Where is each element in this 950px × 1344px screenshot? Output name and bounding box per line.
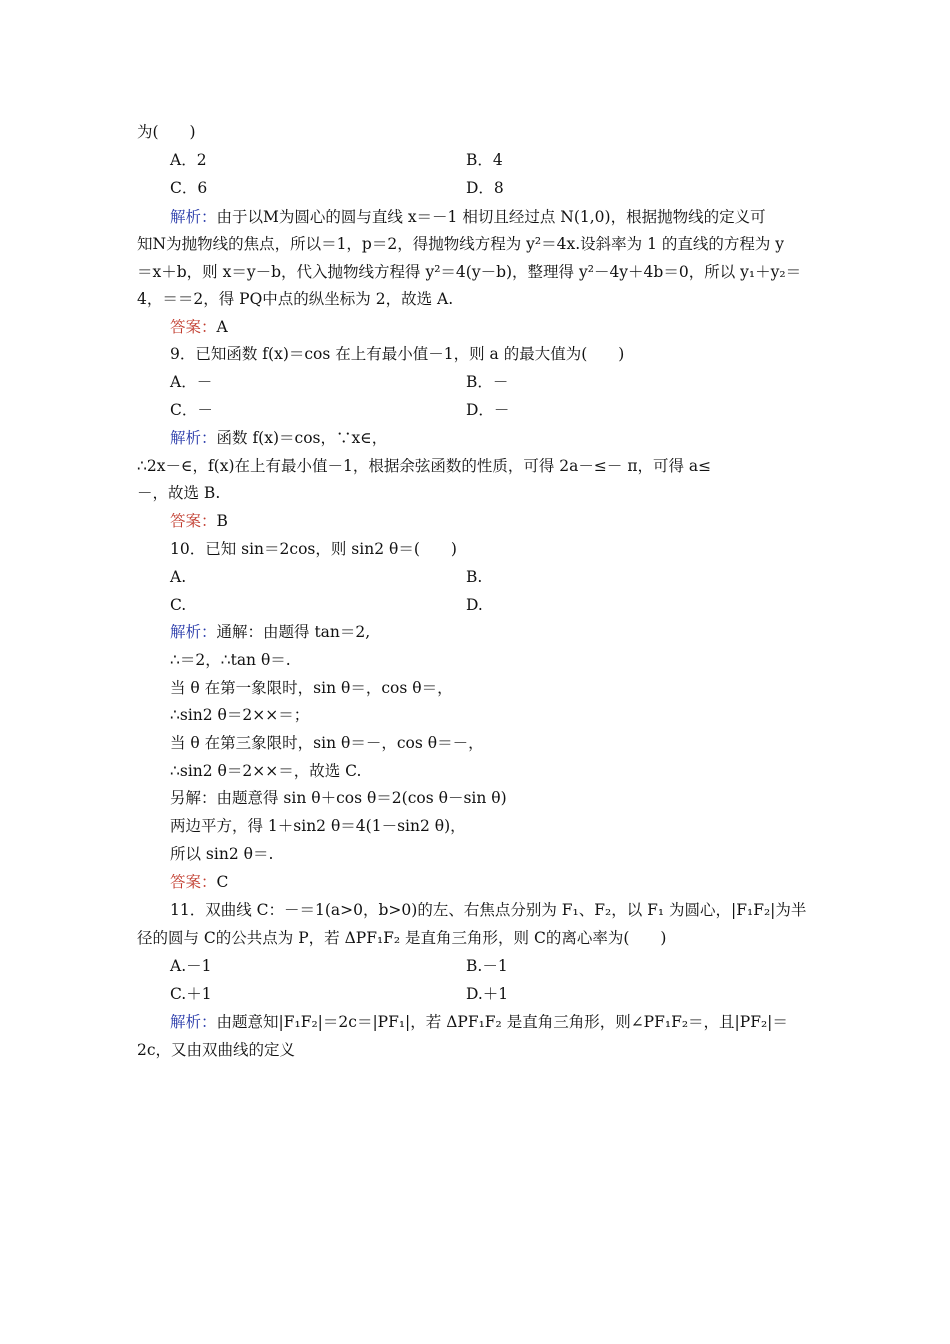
- analysis-text: 由于以M为圆心的圆与直线 x＝－1 相切且经过点 N(1,0)，根据抛物线的定义可: [216, 208, 766, 226]
- analysis-label: 解析：: [170, 208, 217, 226]
- answer-line: [170, 871, 228, 893]
- option-c: C．6: [170, 179, 208, 197]
- analysis-line: 当 θ 在第三象限时，sin θ＝－，cos θ＝－，: [170, 734, 484, 752]
- analysis-line: ＝x＋b，则 x＝y－b，代入抛物线方程得 y²＝4(y－b)，整理得 y²－4y＋4b＝0，所以 y₁＋y₂＝: [137, 263, 802, 281]
- analysis-line: 两边平方，得 1＋sin2 θ＝4(1－sin2 θ)，: [170, 817, 466, 835]
- analysis-line: ∴2x－∈，f(x)在上有最小值－1，根据余弦函数的性质，可得 2a－≤－ π，可得 a≤: [137, 457, 712, 475]
- analysis-line: [170, 427, 387, 449]
- analysis-label: 解析：: [170, 623, 217, 641]
- option-b: B.－1: [466, 957, 508, 975]
- question-11-stem: 11．双曲线 C：－＝1(a>0，b>0)的左、右焦点分别为 F₁、F₂，以 F₁ 为圆心，|F₁F₂|为半: [170, 901, 807, 919]
- option-a: A．－: [170, 373, 213, 391]
- analysis-text: 由题意知|F₁F₂|＝2c＝|PF₁|，若 ΔPF₁F₂ 是直角三角形，则∠PF₁F₂＝，且|PF₂|＝: [216, 1013, 788, 1031]
- analysis-line: 4，＝＝2，得 PQ中点的纵坐标为 2，故选 A.: [137, 290, 454, 308]
- option-c: C．－: [170, 401, 213, 419]
- analysis-line: 2c，又由双曲线的定义: [137, 1041, 296, 1059]
- question-10-stem: 10．已知 sin＝2cos，则 sin2 θ＝( ): [170, 540, 457, 558]
- question-8-tail: 为( ): [137, 123, 196, 141]
- answer-value: B: [216, 512, 228, 530]
- option-d: D.: [466, 596, 483, 614]
- analysis-label: 解析：: [170, 429, 217, 447]
- option-b: B．－: [466, 373, 509, 391]
- analysis-text: 函数 f(x)＝cos，∵x∈，: [216, 429, 388, 447]
- option-c: C.＋1: [170, 985, 212, 1003]
- analysis-line: 当 θ 在第一象限时，sin θ＝，cos θ＝，: [170, 679, 453, 697]
- analysis-line: 另解：由题意得 sin θ＋cos θ＝2(cos θ－sin θ): [170, 789, 507, 807]
- answer-line: [170, 316, 228, 338]
- option-b: B.: [466, 568, 483, 586]
- answer-label: 答案：: [170, 318, 217, 336]
- analysis-line: [170, 206, 766, 228]
- option-b: B．4: [466, 151, 503, 169]
- answer-value: A: [216, 318, 228, 336]
- answer-line: [170, 510, 228, 532]
- option-d: D．8: [466, 179, 504, 197]
- option-a: A.: [170, 568, 187, 586]
- analysis-text: 通解：由题得 tan＝2,: [216, 623, 371, 641]
- option-a: A．2: [170, 151, 207, 169]
- analysis-label: 解析：: [170, 1013, 217, 1031]
- analysis-line: [170, 621, 370, 643]
- answer-label: 答案：: [170, 873, 217, 891]
- option-c: C.: [170, 596, 187, 614]
- answer-value: C: [216, 873, 229, 891]
- analysis-line: －，故选 B.: [137, 484, 221, 502]
- answer-label: 答案：: [170, 512, 217, 530]
- option-d: D．－: [466, 401, 510, 419]
- analysis-line: ∴＝2，∴tan θ＝.: [170, 651, 291, 669]
- option-d: D.＋1: [466, 985, 509, 1003]
- option-a: A.－1: [170, 957, 212, 975]
- analysis-line: [170, 1011, 788, 1033]
- analysis-line: 知N为抛物线的焦点，所以＝1，p＝2，得抛物线方程为 y²＝4x.设斜率为 1 的直线的方程为 y: [137, 235, 785, 253]
- analysis-line: ∴sin2 θ＝2××＝，故选 C.: [170, 762, 362, 780]
- analysis-line: 所以 sin2 θ＝.: [170, 845, 274, 863]
- analysis-line: ∴sin2 θ＝2××＝；: [170, 706, 310, 724]
- question-11-stem-cont: 径的圆与 C的公共点为 P，若 ΔPF₁F₂ 是直角三角形，则 C的离心率为( ): [137, 929, 667, 947]
- question-9-stem: 9．已知函数 f(x)＝cos 在上有最小值－1，则 a 的最大值为( ): [170, 345, 625, 363]
